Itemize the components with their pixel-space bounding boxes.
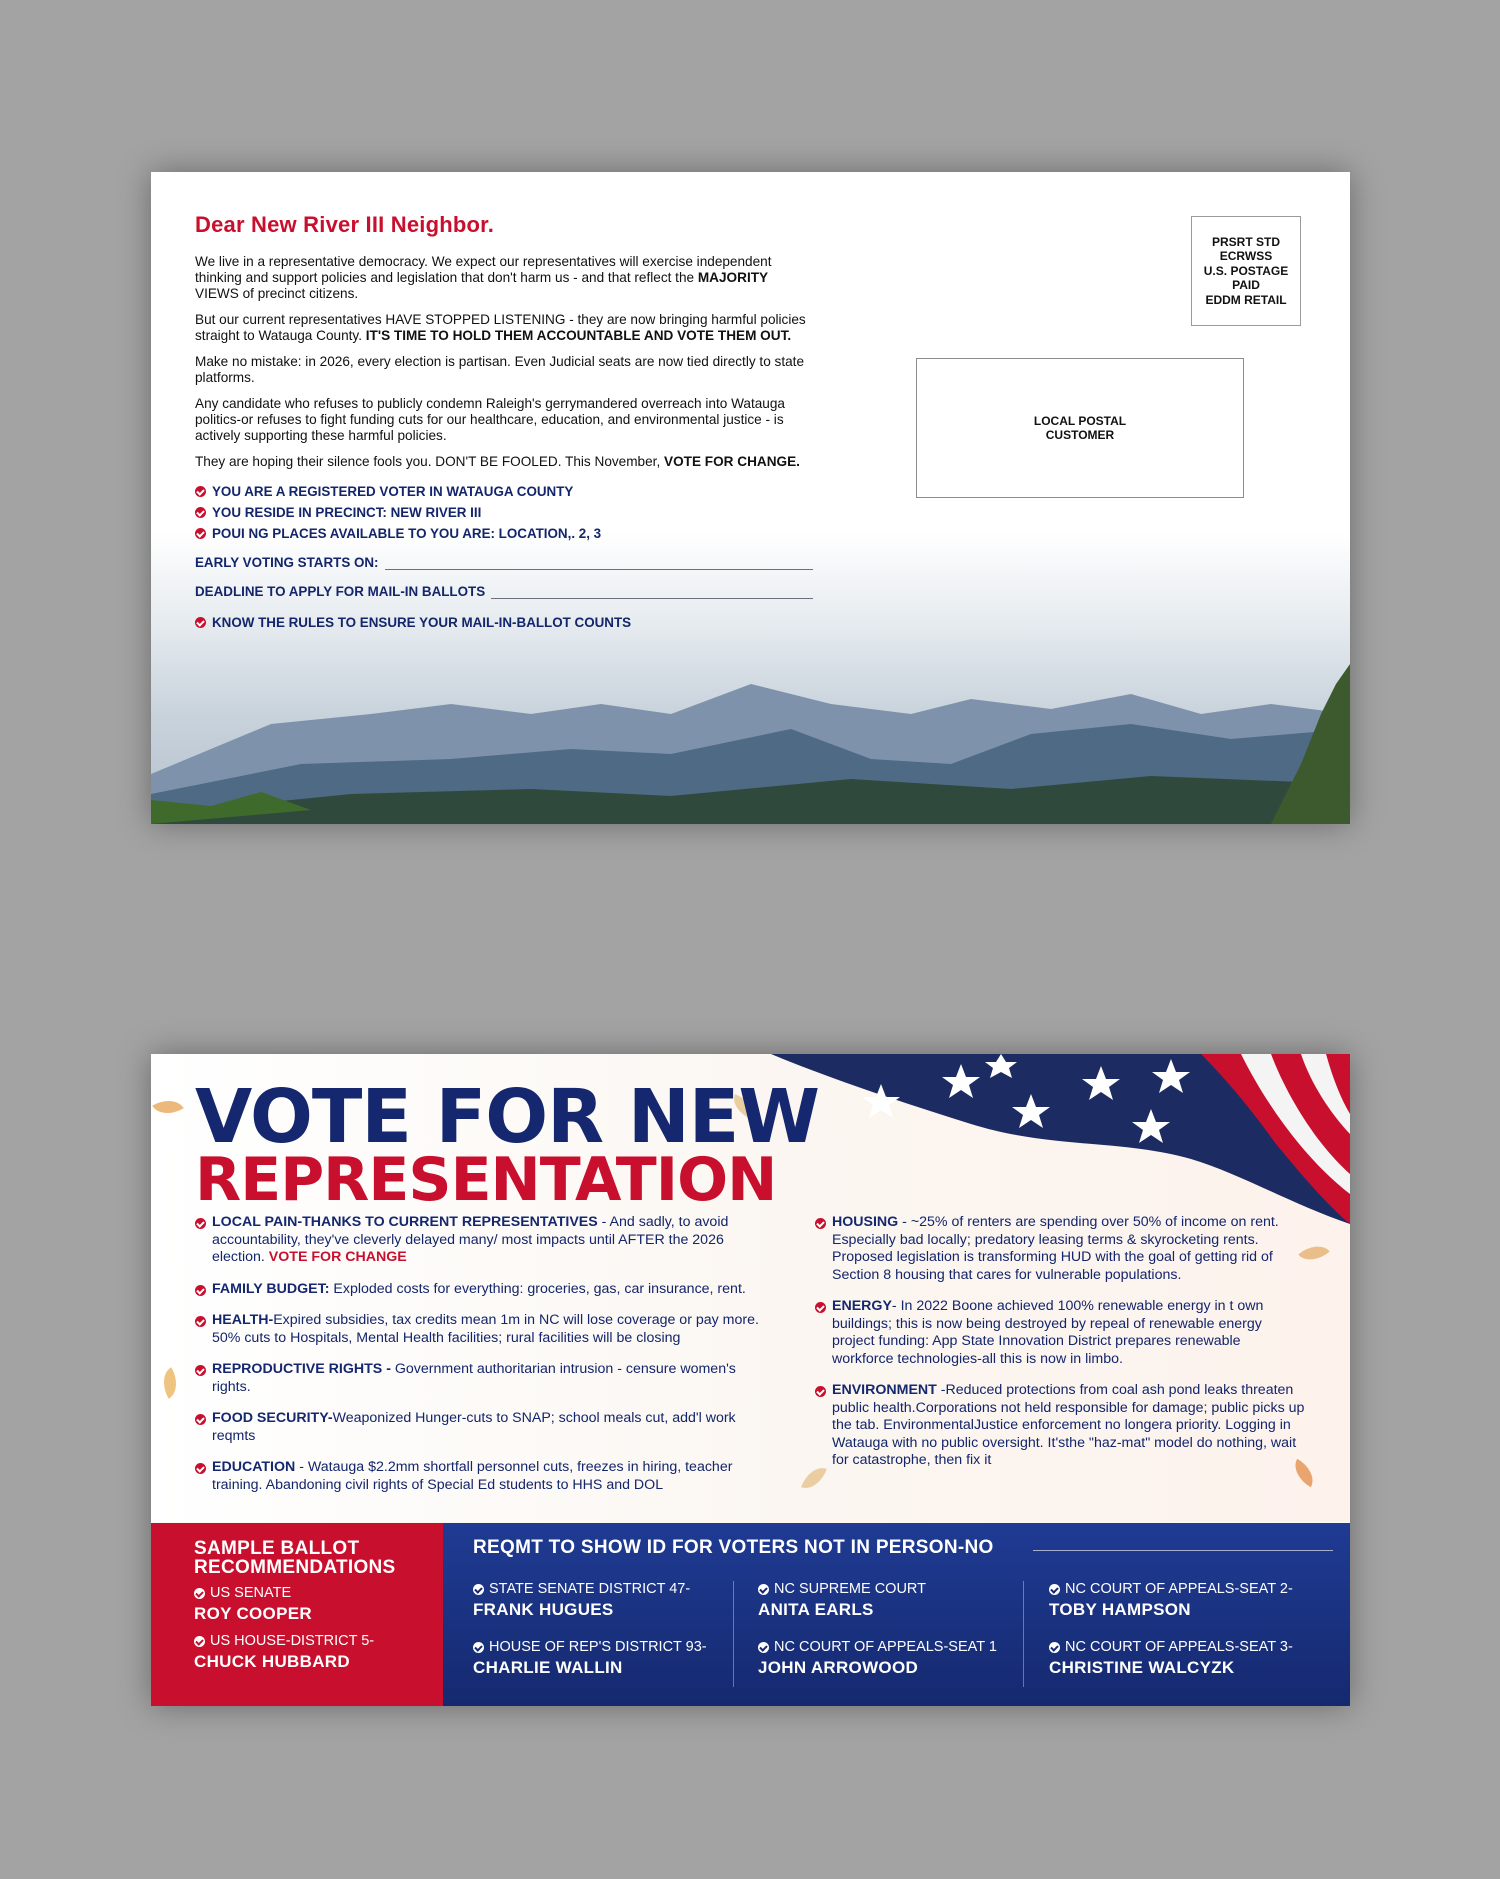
check-circle-icon — [473, 1642, 484, 1653]
check-circle-icon — [195, 1316, 206, 1327]
list-item: KNOW THE RULES TO ENSURE YOUR MAIL-IN-BALLOT COUNTS — [195, 615, 813, 630]
list-item: REPRODUCTIVE RIGHTS - Government authoritarian intrusion - censure women's rights. — [195, 1361, 773, 1396]
list-item: EDUCATION - Watauga $2.2mm shortfall personnel cuts, freezes in hiring, teacher training. Abandoning civil rights of Special Ed students to HHS and DOL — [195, 1459, 773, 1494]
rules-list — [195, 615, 813, 630]
early-voting-row: EARLY VOTING STARTS ON: — [195, 555, 813, 570]
ballot-race: NC COURT OF APPEALS-SEAT 1 JOHN ARROWOOD — [758, 1639, 997, 1677]
check-circle-icon — [195, 507, 206, 518]
paragraph-4: Any candidate who refuses to publicly condemn Raleigh's gerrymandered overreach into Watauga politics-or refuses to fight funding cuts for our healthcare, education, and environmental justice - is actively supporting these harmful policies. — [195, 396, 785, 443]
check-circle-icon — [194, 1588, 205, 1599]
check-circle-icon — [1049, 1642, 1060, 1653]
list-item: LOCAL PAIN-THANKS TO CURRENT REPRESENTATIVES - And sadly, to avoid accountability, they've cleverly delayed many/ most impacts until AFTER the 2026 election. VOTE FOR CHANGE — [195, 1214, 773, 1267]
list-item: POUI NG PLACES AVAILABLE TO YOU ARE: LOCATION,. 2, 3 — [195, 526, 813, 541]
indicia-line: U.S. POSTAGE — [1203, 263, 1289, 278]
check-circle-icon — [195, 1218, 206, 1229]
divider — [1023, 1581, 1024, 1687]
postage-indicia — [1191, 216, 1301, 326]
address-line: CUSTOMER — [1045, 428, 1115, 442]
fill-in-line — [385, 557, 813, 570]
list-item: FOOD SECURITY-Weaponized Hunger-cuts to SNAP; school meals cut, add'l work reqmts — [195, 1410, 773, 1445]
check-circle-icon — [815, 1218, 826, 1229]
check-circle-icon — [195, 1463, 206, 1474]
voter-info-list — [195, 484, 813, 541]
indicia-line: ECRWSS — [1219, 249, 1273, 264]
headline-line-1: VOTE FOR NEW — [195, 1074, 819, 1160]
indicia-line: PAID — [1232, 278, 1260, 293]
ballot-race: US SENATE ROY COOPER — [194, 1585, 312, 1623]
issues-right-column — [815, 1214, 1305, 1484]
paragraph-1: We live in a representative democracy. We expect our representatives will exercise independent thinking and support policies and legislation that don't harm us - and that reflect the MAJORITY VIEWS of precinct citizens. — [195, 254, 772, 301]
sample-ballot-panel — [151, 1523, 443, 1706]
list-item: FAMILY BUDGET: Exploded costs for everything: groceries, gas, car insurance, rent. — [195, 1281, 773, 1299]
list-item: ENVIRONMENT -Reduced protections from coal ash pond leaks threaten public health.Corporations not held responsible for damage; public picks up the tab. EnvironmentalJustice enforcement no longera priority. Logging in Watauga with no public oversight. It'sthe "haz-mat" model do nothing, wait for catastrophe, then fix it — [815, 1382, 1305, 1470]
check-circle-icon — [195, 528, 206, 539]
ballot-race: STATE SENATE DISTRICT 47- FRANK HUGUES — [473, 1581, 691, 1619]
ballot-race: US HOUSE-DISTRICT 5- CHUCK HUBBARD — [194, 1633, 375, 1671]
check-circle-icon — [194, 1636, 205, 1647]
list-item: HOUSING - ~25% of renters are spending over 50% of income on rent. Especially bad locally; predatory leasing terms & skyrocketing rents. Proposed legislation is transforming HUD with the goal of getting rid of Section 8 housing that cares for vulnerable populations. — [815, 1214, 1305, 1284]
ballot-race: NC COURT OF APPEALS-SEAT 3- CHRISTINE WALCYZK — [1049, 1639, 1293, 1677]
issues-left-column — [195, 1214, 773, 1508]
check-circle-icon — [195, 1414, 206, 1425]
salutation: Dear New River III Neighbor. — [195, 212, 495, 237]
letter-body — [195, 212, 813, 636]
check-circle-icon — [758, 1584, 769, 1595]
check-circle-icon — [195, 486, 206, 497]
list-item: YOU ARE A REGISTERED VOTER IN WATAUGA COUNTY — [195, 484, 813, 499]
check-circle-icon — [815, 1302, 826, 1313]
ballot-race: NC COURT OF APPEALS-SEAT 2- TOBY HAMPSON — [1049, 1581, 1293, 1619]
check-circle-icon — [1049, 1584, 1060, 1595]
divider — [1033, 1550, 1333, 1551]
id-requirement-panel — [443, 1523, 1350, 1706]
check-circle-icon — [195, 1285, 206, 1296]
fill-in-line — [491, 586, 813, 599]
address-line: LOCAL POSTAL — [1033, 414, 1127, 428]
ballot-race: HOUSE OF REP'S DISTRICT 93- CHARLIE WALLIN — [473, 1639, 707, 1677]
postcard-back — [151, 1054, 1350, 1706]
check-circle-icon — [473, 1584, 484, 1595]
deadline-row: DEADLINE TO APPLY FOR MAIL-IN BALLOTS — [195, 584, 813, 599]
indicia-line: EDDM RETAIL — [1205, 292, 1287, 307]
address-box — [916, 358, 1244, 498]
american-flag-image — [771, 1054, 1350, 1224]
headline-line-2: REPRESENTATION — [195, 1145, 777, 1215]
headline — [195, 1074, 819, 1215]
check-circle-icon — [758, 1642, 769, 1653]
ballot-race: NC SUPREME COURT ANITA EARLS — [758, 1581, 926, 1619]
paragraph-3: Make no mistake: in 2026, every election is partisan. Even Judicial seats are now tied directly to state platforms. — [195, 354, 805, 385]
sample-ballot-title: SAMPLE BALLOT RECOMMENDATIONS — [194, 1538, 396, 1578]
list-item: HEALTH-Expired subsidies, tax credits mean 1m in NC will lose coverage or pay more. 50% cuts to Hospitals, Mental Health facilities; rural facilities will be closing — [195, 1312, 773, 1347]
list-item: YOU RESIDE IN PRECINCT: NEW RIVER III — [195, 505, 813, 520]
check-circle-icon — [195, 1365, 206, 1376]
paragraph-2: But our current representatives HAVE STOPPED LISTENING - they are now bringing harmful policies straight to Watauga County. IT'S TIME TO HOLD THEM ACCOUNTABLE AND VOTE THEM OUT. — [195, 312, 806, 343]
list-item: ENERGY- In 2022 Boone achieved 100% renewable energy in t own buildings; this is now being destroyed by repeal of renewable energy project funding: App State Innovation District prepares renewable workforce technologies-all this is now in limbo. — [815, 1298, 1305, 1368]
postcard-front — [151, 172, 1350, 824]
divider — [733, 1581, 734, 1687]
paragraph-5: They are hoping their silence fools you. DON'T BE FOOLED. This November, VOTE FOR CHANGE. — [195, 454, 800, 469]
id-requirement-title: REQMT TO SHOW ID FOR VOTERS NOT IN PERSON-NO — [473, 1537, 994, 1558]
indicia-line: PRSRT STD — [1211, 234, 1280, 249]
check-circle-icon — [195, 617, 206, 628]
check-circle-icon — [815, 1386, 826, 1397]
